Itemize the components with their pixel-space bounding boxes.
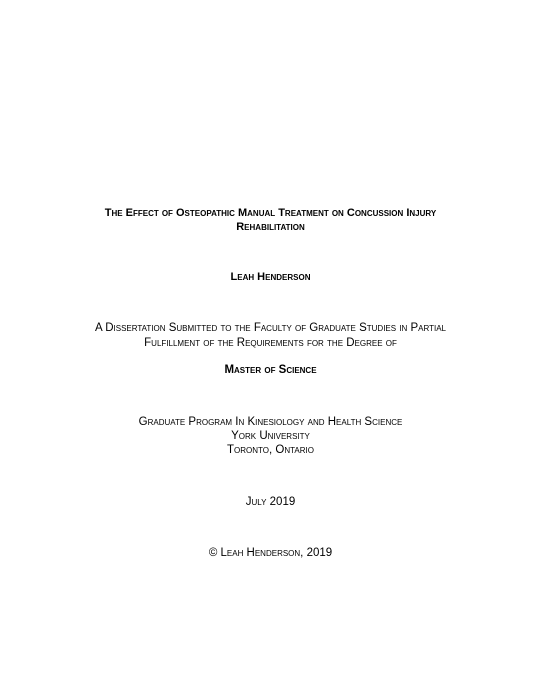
submission-statement-line-1: A Dissertation Submitted to the Faculty of Graduate Studies in Partial bbox=[94, 322, 447, 334]
thesis-title-line-2: Rehabilitation bbox=[236, 221, 305, 233]
submission-statement-line-2: Fulfillment of the Requirements for the Degree of bbox=[144, 337, 397, 349]
degree-name: Master of Science bbox=[224, 364, 317, 376]
submission-date: July 2019 bbox=[245, 496, 296, 508]
university-name: York University bbox=[231, 430, 310, 442]
thesis-title-line-1: The Effect of Osteopathic Manual Treatment on Concussion Injury bbox=[104, 207, 437, 219]
copyright-notice: © Leah Henderson, 2019 bbox=[208, 547, 333, 559]
author-name: Leah Henderson bbox=[230, 271, 311, 283]
program-name: Graduate Program In Kinesiology and Health Science bbox=[138, 416, 403, 428]
university-location: Toronto, Ontario bbox=[227, 444, 314, 456]
